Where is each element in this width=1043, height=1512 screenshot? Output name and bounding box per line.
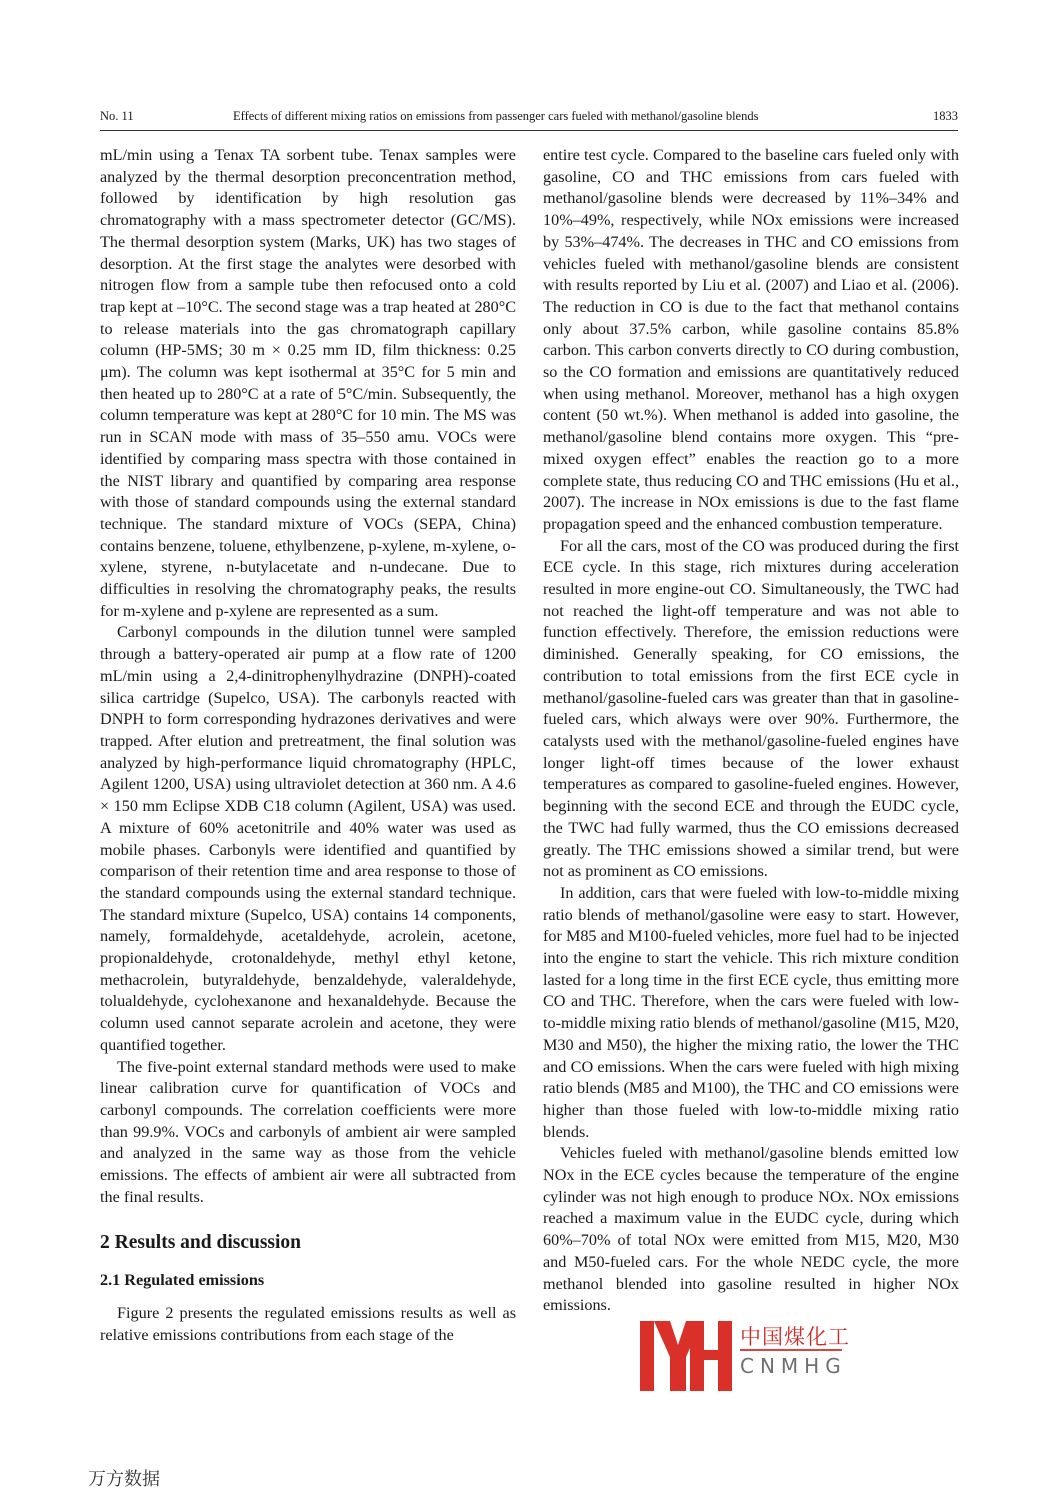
- paragraph-emission-changes: entire test cycle. Compared to the baseline cars fueled only with gasoline, CO and THC emissions from cars fueled with methanol/gasoline blends were decreased by 11%–34% and 10%–49%, respectively, while NOx emissions were increased by 53%–474%. The decreases in THC and CO emissions from vehicles fueled with methanol/gasoline blends are consistent with results reported by Liu et al. (2007) and Liao et al. (2006). The reduction in CO is due to the fact that methanol contains only about 37.5% carbon, while gasoline contains 85.8% carbon. This carbon converts directly to CO during combustion, so the CO formation and emissions are quantitatively reduced when using methanol. Moreover, methanol has a high oxygen content (50 wt.%). When methanol is added into gasoline, the methanol/gasoline blend contains more oxygen. This “pre-mixed oxygen effect” enables the reaction go to a more complete state, thus reducing CO and THC emissions (Hu et al., 2007). The increase in NOx emissions is due to the fast flame propagation speed and the enhanced combustion temperature.: [543, 146, 959, 533]
- source-footer: 万方数据: [88, 1469, 160, 1490]
- paragraph-carbonyl-method: Carbonyl compounds in the dilution tunnel were sampled through a battery-operated air pump at a flow rate of 1200 mL/min using a 2,4-dinitrophenylhydrazine (DNPH)-coated silica cartridge (Supelco, USA). The carbonyls reacted with DNPH to form corresponding hydrazones derivatives and were trapped. After elution and pretreatment, the final solution was analyzed by high-performance liquid chromatography (HPLC, Agilent 1200, USA) using ultraviolet detection at 360 nm. A 4.6 × 150 mm Eclipse XDB C18 column (Agilent, USA) was used. A mixture of 60% acetonitrile and 40% water was used as mobile phases. Carbonyls were identified and quantified by comparison of their retention time and area response to those of the standard compounds using the external standard technique. The standard mixture (Supelco, USA) contains 14 components, namely, formaldehyde, acetaldehyde, acrolein, acetone, propionaldehyde, crotonaldehyde, methyl ethyl ketone, methacrolein, butyraldehyde, benzaldehyde, valeraldehyde, tolualdehyde, cyclohexanone and hexanaldehyde. Because the column used cannot separate acrolein and acetone, they were quantified together.: [100, 623, 516, 1054]
- left-column: [100, 145, 516, 1347]
- paragraph-nox: Vehicles fueled with methanol/gasoline blends emitted low NOx in the ECE cycles because the temperature of the engine cylinder was not high enough to produce NOx. NOx emissions reached a maximum value in the EUDC cycle, during which 60%–70% of total NOx were emitted from M15, M20, M30 and M50-fueled cars. For the whole NEDC cycle, the more methanol blended into gasoline resulted in higher NOx emissions.: [543, 1144, 959, 1315]
- section-heading: 2 Results and discussion: [100, 1232, 302, 1254]
- journal-number: No. 11: [100, 109, 134, 123]
- cnmhg-logo-icon: [640, 1321, 732, 1391]
- header-rule: [100, 130, 958, 131]
- page-number: 1833: [933, 109, 958, 123]
- paragraph-regulated-emissions: Figure 2 presents the regulated emissions results as well as relative emissions contributions from each stage of the: [100, 1304, 516, 1345]
- watermark-text-cn: 中国煤化工: [740, 1321, 850, 1351]
- watermark-text-en: CNMHG: [740, 1354, 847, 1378]
- paragraph-ece-cycle: For all the cars, most of the CO was produced during the first ECE cycle. In this stage, rich mixtures during acceleration resulted in more engine-out CO. Simultaneously, the TWC had not reached the light-off temperature and was not able to function effectively. Therefore, the emission reductions were diminished. Generally speaking, for CO emissions, the contribution to total emissions from the first ECE cycle in methanol/gasoline-fueled cars was greater than that in gasoline-fueled cars, which always were over 90%. Furthermore, the catalysts used with the methanol/gasoline-fueled engines have longer light-off times because of the lower exhaust temperatures as compared to gasoline-fueled engines. However, beginning with the second ECE and through the EUDC cycle, the TWC had fully warmed, thus the CO emissions decreased greatly. The THC emissions showed a similar trend, but were not as prominent as CO emissions.: [543, 536, 959, 881]
- paragraph-mixing-ratio: In addition, cars that were fueled with low-to-middle mixing ratio blends of methanol/gasoline were easy to start. However, for M85 and M100-fueled vehicles, more fuel had to be injected into the engine to start the vehicle. This rich mixture condition lasted for a long time in the first ECE cycle, thus emitting more CO and THC. Therefore, when the cars were fueled with low-to-middle mixing ratio blends of methanol/gasoline (M15, M20, M30 and M50), the higher the mixing ratio, the lower the THC and CO emissions. When the cars were fueled with high mixing ratio blends (M85 and M100), the THC and CO emissions were higher than those fueled with low-to-middle mixing ratio blends.: [543, 883, 959, 1141]
- right-column: [543, 145, 959, 1317]
- paragraph-gcms-method: mL/min using a Tenax TA sorbent tube. Tenax samples were analyzed by the thermal desorption preconcentration method, followed by identification by high resolution gas chromatography with a mass spectrometer detector (GC/MS). The thermal desorption system (Marks, UK) has two stages of desorption. At the first stage the analytes were desorbed with nitrogen flow from a sample tube then refocused onto a cold trap kept at –10°C. The second stage was a trap heated at 280°C to release materials into the gas chromatograph capillary column (HP-5MS; 30 m × 0.25 mm ID, film thickness: 0.25 μm). The column was kept isothermal at 35°C for 5 min and then heated up to 280°C at a rate of 5°C/min. Subsequently, the column temperature was kept at 280°C for 10 min. The MS was run in SCAN mode with mass of 35–550 amu. VOCs were identified by comparing mass spectra with those contained in the NIST library and quantified by comparing area response with those of standard compounds using the external standard technique. The standard mixture of VOCs (SEPA, China) contains benzene, toluene, ethylbenzene, p-xylene, m-xylene, o-xylene, styrene, n-butylacetate and n-undecane. Due to difficulties in resolving the chromatography peaks, the results for m-xylene and p-xylene are represented as a sum.: [100, 146, 516, 620]
- paragraph-calibration: The five-point external standard methods were used to make linear calibration curve for quantification of VOCs and carbonyl compounds. The correlation coefficients were more than 99.9%. VOCs and carbonyls of ambient air were sampled and analyzed in the same way as those from the vehicle emissions. The effects of ambient air were all subtracted from the final results.: [100, 1057, 516, 1206]
- watermark-divider: [740, 1349, 842, 1351]
- watermark-logo: [640, 1321, 965, 1391]
- running-title: Effects of different mixing ratios on emissions from passenger cars fueled with methanol/gasoline blends: [233, 109, 759, 123]
- subsection-heading: 2.1 Regulated emissions: [100, 1271, 265, 1290]
- running-header: [100, 109, 958, 129]
